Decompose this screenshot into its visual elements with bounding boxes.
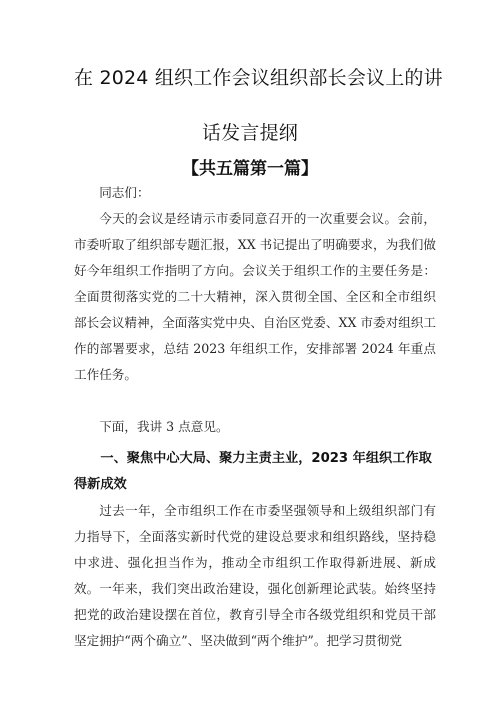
document-title-line-1: 在 2024 组织工作会议组织部长会议上的讲	[74, 67, 443, 89]
section-heading-1: 一、聚焦中心大局、聚力主责主业，2023 年组织工作取得新成效	[74, 451, 432, 492]
document-title-line-2: 话发言提纲	[201, 122, 298, 144]
paragraph-1	[74, 206, 436, 388]
paragraph-3-text: 过去一年，全市组织工作在市委坚强领导和上级组织部门有力指导下，全面落实新时代党的建设总要求和组织路线，坚持稳中求进、强化担当作为，推动全市组织工作取得新进展、新成效。	[74, 503, 436, 596]
paragraph-4	[74, 576, 436, 654]
paragraph-2	[74, 414, 436, 440]
paragraph-4-text: 一年来，我们突出政治建设，强化创新理论武装。始终坚持把党的政治建设摆在首位，教育引导全市各级党组织和党员干部坚定拥护“两个确立”、坚决做到“两个维护”。把学习贯彻党	[74, 581, 436, 648]
paragraph-2-text: 下面，我讲 3 点意见。	[99, 419, 229, 434]
salutation	[74, 180, 436, 206]
section-marker: 【共五篇第一篇】	[182, 159, 318, 179]
paragraph-1-text: 今天的会议是经请示市委同意召开的一次重要会议。会前，市委听取了组织部专题汇报，XX 书记提出了明确要求，为我们做好今年组织工作指明了方向。会议关于组织工作的主要任务是：全面贯彻落实党的二十大精神，深入贯彻全国、全区和全市组织部长会议精神，全面落实党中央、自治区党委、XX 市委对组织工作的部署要求，总结 2023 年组织工作，安排部署 2024 年重点工作任务。	[74, 211, 436, 382]
salutation-text: 同志们：	[99, 185, 150, 200]
